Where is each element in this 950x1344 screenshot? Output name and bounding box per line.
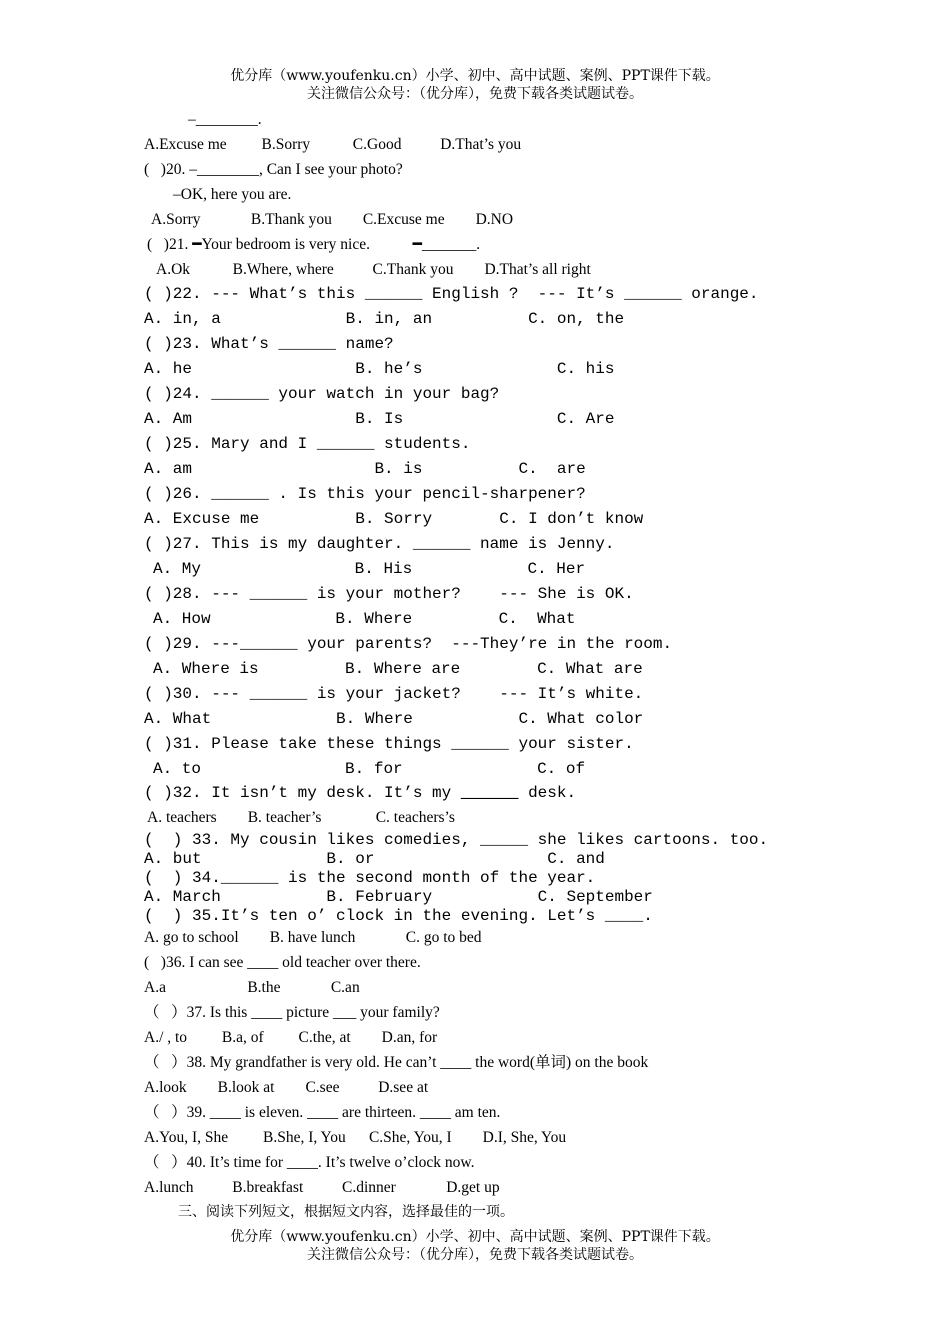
section-3-heading: 三、阅读下列短文，根据短文内容，选择最佳的一项。 bbox=[178, 1204, 514, 1220]
options-37: A./ , to B.a, of C.the, at D.an, for bbox=[144, 1029, 438, 1046]
options-33: A. but B. or C. and bbox=[144, 850, 605, 868]
options-19: A.Excuse me B.Sorry C.Good D.That’s you bbox=[144, 136, 522, 153]
page-header bbox=[0, 67, 950, 103]
options-28: A. How B. Where C. What bbox=[153, 610, 576, 628]
options-40: A.lunch B.breakfast C.dinner D.get up bbox=[144, 1179, 500, 1196]
question-35: ( ) 35.It’s ten o’ clock in the evening. Let’s ____. bbox=[144, 907, 653, 925]
question-25: ( )25. Mary and I ______ students. bbox=[144, 435, 471, 453]
options-21: A.Ok B.Where, where C.Thank you D.That’s all right bbox=[156, 261, 591, 278]
options-24: A. Am B. Is C. Are bbox=[144, 410, 615, 428]
question-32-text: ( )32. It isn’t my desk. It’s my bbox=[144, 784, 461, 802]
question-34: ( ) 34.______ is the second month of the year. bbox=[144, 869, 596, 887]
question-36: ( )36. I can see ____ old teacher over there. bbox=[144, 954, 421, 971]
options-26: A. Excuse me B. Sorry C. I don’t know bbox=[144, 510, 644, 528]
options-32: A. teachers B. teacher’s C. teachers’s bbox=[147, 809, 455, 826]
options-29: A. Where is B. Where are C. What are bbox=[153, 660, 643, 678]
question-38: （ ）38. My grandfather is very old. He can’t ____ the word(单词) on the book bbox=[144, 1054, 649, 1071]
header-line-2: 关注微信公众号：（优分库），免费下载各类试题试卷。 bbox=[307, 86, 643, 102]
question-32 bbox=[144, 783, 576, 803]
question-33: ( ) 33. My cousin likes comedies, _____ she likes cartoons. too. bbox=[144, 831, 769, 849]
question-32-blank: ______ bbox=[460, 784, 519, 802]
options-23: A. he B. he’s C. his bbox=[144, 360, 615, 378]
options-30: A. What B. Where C. What color bbox=[144, 710, 644, 728]
question-23: ( )23. What’s ______ name? bbox=[144, 335, 394, 353]
options-39: A.You, I, She B.She, I, You C.She, You, I D.I, She, You bbox=[144, 1129, 567, 1146]
question-21: ( )21. ━Your bedroom is very nice. ━_______. bbox=[147, 236, 481, 253]
options-27: A. My B. His C. Her bbox=[153, 560, 586, 578]
question-26: ( )26. ______ . Is this your pencil-sharpener? bbox=[144, 485, 586, 503]
options-34: A. March B. February C. September bbox=[144, 888, 653, 906]
options-22: A. in, a B. in, an C. on, the bbox=[144, 310, 625, 328]
question-20: ( )20. –________, Can I see your photo? bbox=[144, 161, 403, 178]
question-39: （ ）39. ____ is eleven. ____ are thirteen. ____ am ten. bbox=[144, 1104, 501, 1121]
question-31: ( )31. Please take these things ______ your sister. bbox=[144, 735, 634, 753]
header-line-1: 优分库（www.youfenku.cn）小学、初中、高中试题、案例、PPT课件下载。 bbox=[230, 68, 720, 84]
footer-line-1: 优分库（www.youfenku.cn）小学、初中、高中试题、案例、PPT课件下载。 bbox=[230, 1229, 720, 1245]
options-38: A.look B.look at C.see D.see at bbox=[144, 1079, 429, 1096]
question-29: ( )29. ---______ your parents? ---They’re in the room. bbox=[144, 635, 673, 653]
options-25: A. am B. is C. are bbox=[144, 460, 586, 478]
question-27: ( )27. This is my daughter. ______ name is Jenny. bbox=[144, 535, 615, 553]
footer-line-2: 关注微信公众号：（优分库），免费下载各类试题试卷。 bbox=[307, 1247, 643, 1263]
options-35: A. go to school B. have lunch C. go to bed bbox=[144, 929, 482, 946]
answer-blank-19: –________. bbox=[188, 111, 262, 128]
question-24: ( )24. ______ your watch in your bag? bbox=[144, 385, 500, 403]
question-37: （ ）37. Is this ____ picture ___ your family? bbox=[144, 1004, 440, 1021]
question-20-reply: –OK, here you are. bbox=[173, 186, 292, 203]
question-40: （ ）40. It’s time for ____. It’s twelve o’clock now. bbox=[144, 1154, 475, 1171]
question-28: ( )28. --- ______ is your mother? --- She is OK. bbox=[144, 585, 634, 603]
page-footer bbox=[0, 1228, 950, 1264]
options-36: A.a B.the C.an bbox=[144, 979, 360, 996]
question-22: ( )22. --- What’s this ______ English ? --- It’s ______ orange. bbox=[144, 285, 759, 303]
question-30: ( )30. --- ______ is your jacket? --- It’s white. bbox=[144, 685, 644, 703]
options-20: A.Sorry B.Thank you C.Excuse me D.NO bbox=[151, 211, 514, 228]
options-31: A. to B. for C. of bbox=[153, 760, 586, 778]
question-32-end: desk. bbox=[518, 784, 577, 802]
